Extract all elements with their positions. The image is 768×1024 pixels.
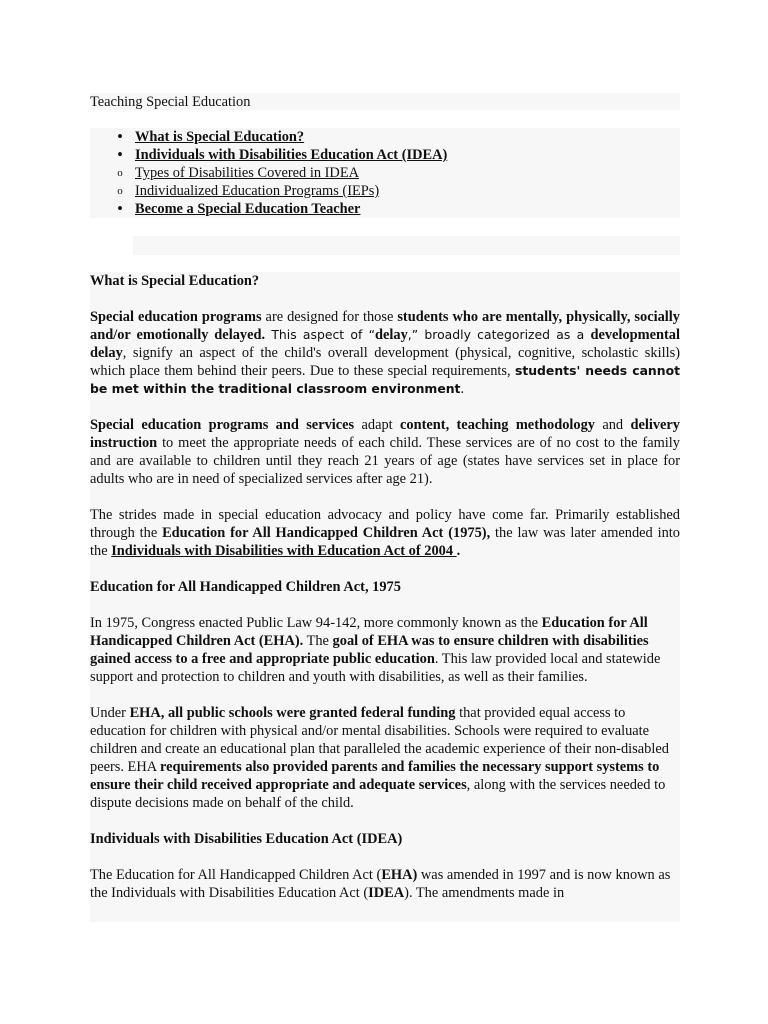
toc-link-ieps[interactable]: Individualized Education Programs (IEPs) [135, 183, 380, 199]
section-heading-idea: Individuals with Disabilities Education Act (IDEA) [90, 831, 403, 847]
toc-link-what-is-special-education[interactable]: What is Special Education? [135, 129, 305, 145]
section-heading-what-is-special-education: What is Special Education? [90, 273, 260, 289]
toc-item-become-teacher [90, 200, 680, 218]
toc-link-become-teacher[interactable]: Become a Special Education Teacher [135, 201, 361, 217]
table-of-contents [90, 128, 680, 218]
paragraph-eha-amended: The Education for All Handicapped Children Act (EHA) was amended in 1997 and is now known as the Individuals with Disabilities Education Act (IDEA). The amendments made in [90, 867, 671, 901]
paragraph-eha-funding: Under EHA, all public schools were granted federal funding that provided equal access to education for children with physical and/or mental disabilities. Schools were required to evaluate children and create an educational plan that paralleled the academic experience of their non-disabled peers. EHA requirements also provided parents and families the necessary support systems to ensure their child received appropriate and adequate services, along with the services needed to dispute decisions made on behalf of the child. [90, 705, 669, 811]
toc-item-idea [90, 146, 680, 164]
document-title: Teaching Special Education [90, 94, 251, 110]
bullet-icon: • [117, 201, 123, 217]
toc-item-what-is-special-education [90, 128, 680, 146]
circle-bullet-icon: o [117, 167, 123, 179]
paragraph-eha-enacted: In 1975, Congress enacted Public Law 94-142, more commonly known as the Education for All Handicapped Children Act (EHA). The goal of EHA was to ensure children with disabilities gained access to a free and appropriate public education. This law provided local and statewide support and protection to children and youth with disabilities, as well as their families. [90, 615, 661, 685]
toc-link-idea[interactable]: Individuals with Disabilities Education Act (IDEA) [135, 147, 448, 163]
paragraph-special-ed-definition: Special education programs are designed for those students who are mentally, physically, socially and/or emotionally delayed. This aspect of “delay,” broadly categorized as a developmental delay, signify an aspect of the child's overall development (physical, cognitive, scholastic skills) which place them behind their peers. Due to these special requirements, students' needs cannot be met within the traditional classroom environment. [90, 309, 681, 397]
paragraph-programs-and-services: Special education programs and services adapt content, teaching methodology and delivery instruction to meet the appropriate needs of each child. These services are of no cost to the family and are available to children until they reach 21 years of age (states have services set in place for adults who are in need of specialized services after age 21). [90, 417, 681, 487]
section-heading-eha-1975: Education for All Handicapped Children Act, 1975 [90, 579, 401, 595]
bullet-icon: • [117, 129, 123, 145]
link-idea-2004[interactable]: Individuals with Disabilities with Education Act of 2004 [111, 543, 457, 559]
toc-item-ieps [90, 182, 680, 200]
toc-item-types-of-disabilities [90, 164, 680, 182]
toc-link-types-of-disabilities[interactable]: Types of Disabilities Covered in IDEA [135, 165, 360, 181]
document-title-bar [90, 93, 680, 110]
blank-shaded-bar [133, 236, 680, 255]
article-body [90, 272, 680, 922]
paragraph-advocacy-and-policy: The strides made in special education advocacy and policy have come far. Primarily established through the Education for All Handicapped Children Act (1975), the law was later amended into the Individuals with Disabilities with Education Act of 2004 . [90, 507, 681, 559]
circle-bullet-icon: o [117, 185, 123, 197]
bullet-icon: • [117, 147, 123, 163]
